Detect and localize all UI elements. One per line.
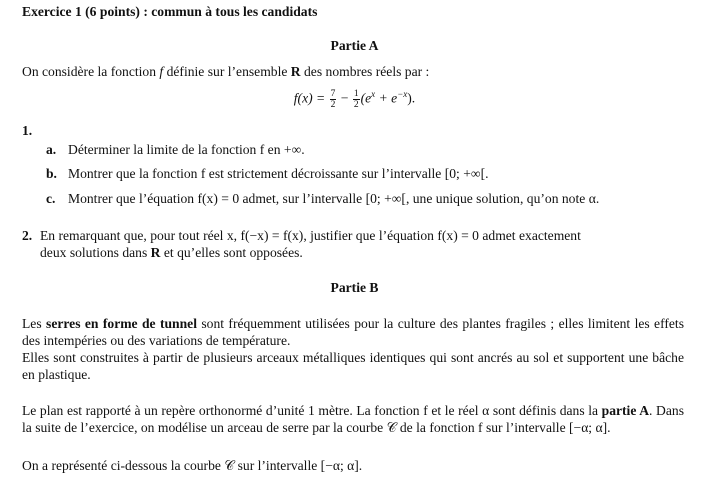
frac1-den: 2 xyxy=(330,100,336,110)
part-a-title: Partie A xyxy=(330,38,379,53)
formula-minus: − xyxy=(340,90,352,106)
question-1a xyxy=(46,142,305,159)
question-1c-label: c. xyxy=(46,191,56,206)
part-b-paragraph-3 xyxy=(22,403,684,436)
p3-pre: Le plan est rapporté à un repère orthonormé d’unité 1 mètre. La fonction f et le réel α sont définis dans la xyxy=(22,403,602,418)
question-2-number: 2. xyxy=(22,228,33,243)
p3-post: . Dans la suite de l’exercice, on modélise un arceau de serre par la courbe 𝒞 de la fonction f sur l’intervalle [−α; α]. xyxy=(22,403,684,435)
question-2 xyxy=(22,228,581,245)
intro-R: R xyxy=(290,64,301,79)
exercise-title: Exercice 1 (6 points) : commun à tous les candidats xyxy=(22,4,318,19)
p3-bold: partie A xyxy=(601,403,650,418)
q2-line2-before: deux solutions dans xyxy=(40,245,151,260)
p1-post: sont fréquemment utilisées pour la culture des plantes fragiles ; elles limitent les effets des intempéries ou des variations de température. xyxy=(22,316,685,348)
question-2-line1: En remarquant que, pour tout réel x, f(−x) = f(x), justifier que l’équation f(x) = 0 admet exactement xyxy=(40,228,581,243)
q2-line2-R: R xyxy=(150,245,161,260)
part-b-paragraph-1 xyxy=(22,316,684,349)
formula-lhs: f(x) = xyxy=(293,90,329,106)
question-1a-label: a. xyxy=(46,142,57,157)
part-a-intro xyxy=(22,64,429,81)
question-1b-text: Montrer que la fonction f est strictement décroissante sur l’intervalle [0; +∞[. xyxy=(68,166,489,181)
question-1b xyxy=(46,166,489,183)
question-1a-text: Déterminer la limite de la fonction f en +∞. xyxy=(68,142,305,157)
q2-line2-after: et qu’elles sont opposées. xyxy=(160,245,303,260)
formula-exp2: −x xyxy=(397,89,408,100)
intro-before: On considère la fonction xyxy=(22,64,160,79)
part-b-title: Partie B xyxy=(330,280,379,295)
formula-plus: + e xyxy=(375,90,398,106)
question-2-line2 xyxy=(40,245,303,262)
p1-pre: Les xyxy=(22,316,47,331)
question-1c xyxy=(46,191,599,208)
question-1b-label: b. xyxy=(46,166,57,181)
part-b-paragraph-4: On a représenté ci-dessous la courbe 𝒞 sur l’intervalle [−α; α]. xyxy=(22,458,363,473)
function-formula xyxy=(0,89,709,110)
frac2-den: 2 xyxy=(353,100,359,110)
question-1c-text: Montrer que l’équation f(x) = 0 admet, sur l’intervalle [0; +∞[, une unique solution, qu’on note α. xyxy=(68,191,600,206)
frac1-num: 7 xyxy=(330,89,336,99)
formula-exp1: x xyxy=(371,89,376,100)
part-b-paragraph-2: Elles sont construites à partir de plusieurs arceaux métalliques identiques qui sont ancrés au sol et supportent une bâche en plastique. xyxy=(22,350,684,382)
intro-middle: définie sur l’ensemble xyxy=(163,64,291,79)
intro-f: f xyxy=(159,64,164,79)
fraction-one-half xyxy=(353,89,360,110)
intro-after: des nombres réels par : xyxy=(300,64,430,79)
fraction-seven-halves xyxy=(330,89,337,110)
frac2-num: 1 xyxy=(353,89,359,99)
formula-paren-close: ). xyxy=(407,90,416,106)
formula-paren-open: (e xyxy=(360,90,372,106)
p1-bold: serres en forme de tunnel xyxy=(46,316,197,331)
question-1-number: 1. xyxy=(22,123,33,138)
